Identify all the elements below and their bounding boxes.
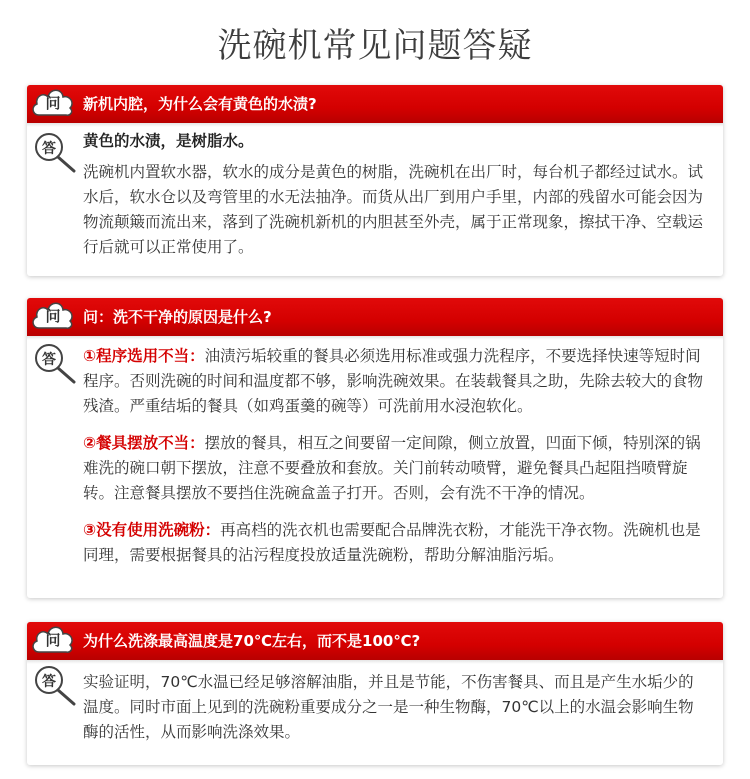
question-bar (27, 298, 723, 336)
answer-label: 答 (42, 674, 56, 690)
answer-label: 答 (42, 141, 56, 157)
answer-item (83, 344, 709, 419)
question-cloud-icon (29, 292, 77, 334)
answer-item (83, 431, 709, 506)
answer-item-title: ②餐具摆放不当： (83, 434, 205, 452)
question-bar (27, 85, 723, 123)
answer-magnifier-icon (33, 662, 83, 710)
question-label: 问 (45, 631, 61, 649)
question-cloud-icon (29, 616, 77, 658)
faq-card-3 (27, 622, 723, 765)
answer-item-text: 油渍污垢较重的餐具必须选用标准或强力洗程序，不要选择快速等短时间程序。否则洗碗的时间和温度都不够，影响洗碗效果。在装载餐具之助，先除去较大的食物残渣。严重结垢的餐具（如鸡蛋羹的碗等）可洗前用水浸泡软化。 (83, 347, 704, 415)
answer-item-text: 摆放的餐具，相互之间要留一定间隙，侧立放置，凹面下倾，特别深的锅难洗的碗口朝下摆放，注意不要叠放和套放。关门前转动喷臂，避免餐具凸起阻挡喷臂旋转。注意餐具摆放不要挡住洗碗盒盖子打开。否则，会有洗不干净的情况。 (83, 434, 701, 502)
answer-item-title: ①程序选用不当： (83, 347, 205, 365)
question-label: 问 (45, 94, 61, 112)
answer-item-text: 再高档的洗衣机也需要配合品牌洗衣粉，才能洗干净衣物。洗碗机也是同理，需要根据餐具的沾污程度投放适量洗碗粉，帮助分解油脂污垢。 (83, 521, 701, 564)
question-label: 问 (45, 307, 61, 325)
question-cloud-icon (29, 79, 77, 121)
answer-magnifier-icon (33, 129, 83, 177)
answer-text: 实验证明，70℃水温已经足够溶解油脂，并且是节能，不伤害餐具、而且是产生水垢少的温度。同时市面上见到的洗碗粉重要成分之一是一种生物酶，70℃以上的水温会影响生物酶的活性，从而影响洗涤效果。 (83, 673, 694, 741)
faq-card-2 (27, 298, 723, 598)
answer-item (83, 518, 709, 568)
question-text: 为什么洗涤最高温度是70℃左右，而不是100℃? (83, 632, 421, 650)
answer-lead: 黄色的水渍，是树脂水。 (83, 132, 254, 150)
question-text: 问：洗不干净的原因是什么? (83, 308, 272, 326)
answer-body (83, 670, 709, 745)
answer-body (83, 344, 709, 568)
answer-item-title: ③没有使用洗碗粉： (83, 521, 221, 539)
answer-label: 答 (42, 352, 56, 368)
question-bar (27, 622, 723, 660)
answer-magnifier-icon (33, 340, 83, 388)
answer-text: 洗碗机内置软水器，软水的成分是黄色的树脂，洗碗机在出厂时，每台机子都经过试水。试水后，软水仓以及弯管里的水无法抽净。而货从出厂到用户手里，内部的残留水可能会因为物流颠簸而流出来，落到了洗碗机新机的内胆甚至外壳，属于正常现象，擦拭干净、空载运行后就可以正常使用了。 (83, 163, 704, 256)
question-text: 新机内腔，为什么会有黄色的水渍? (83, 95, 317, 113)
faq-card-1 (27, 85, 723, 276)
answer-body (83, 129, 709, 260)
page-title: 洗碗机常见问题答疑 (217, 26, 533, 66)
